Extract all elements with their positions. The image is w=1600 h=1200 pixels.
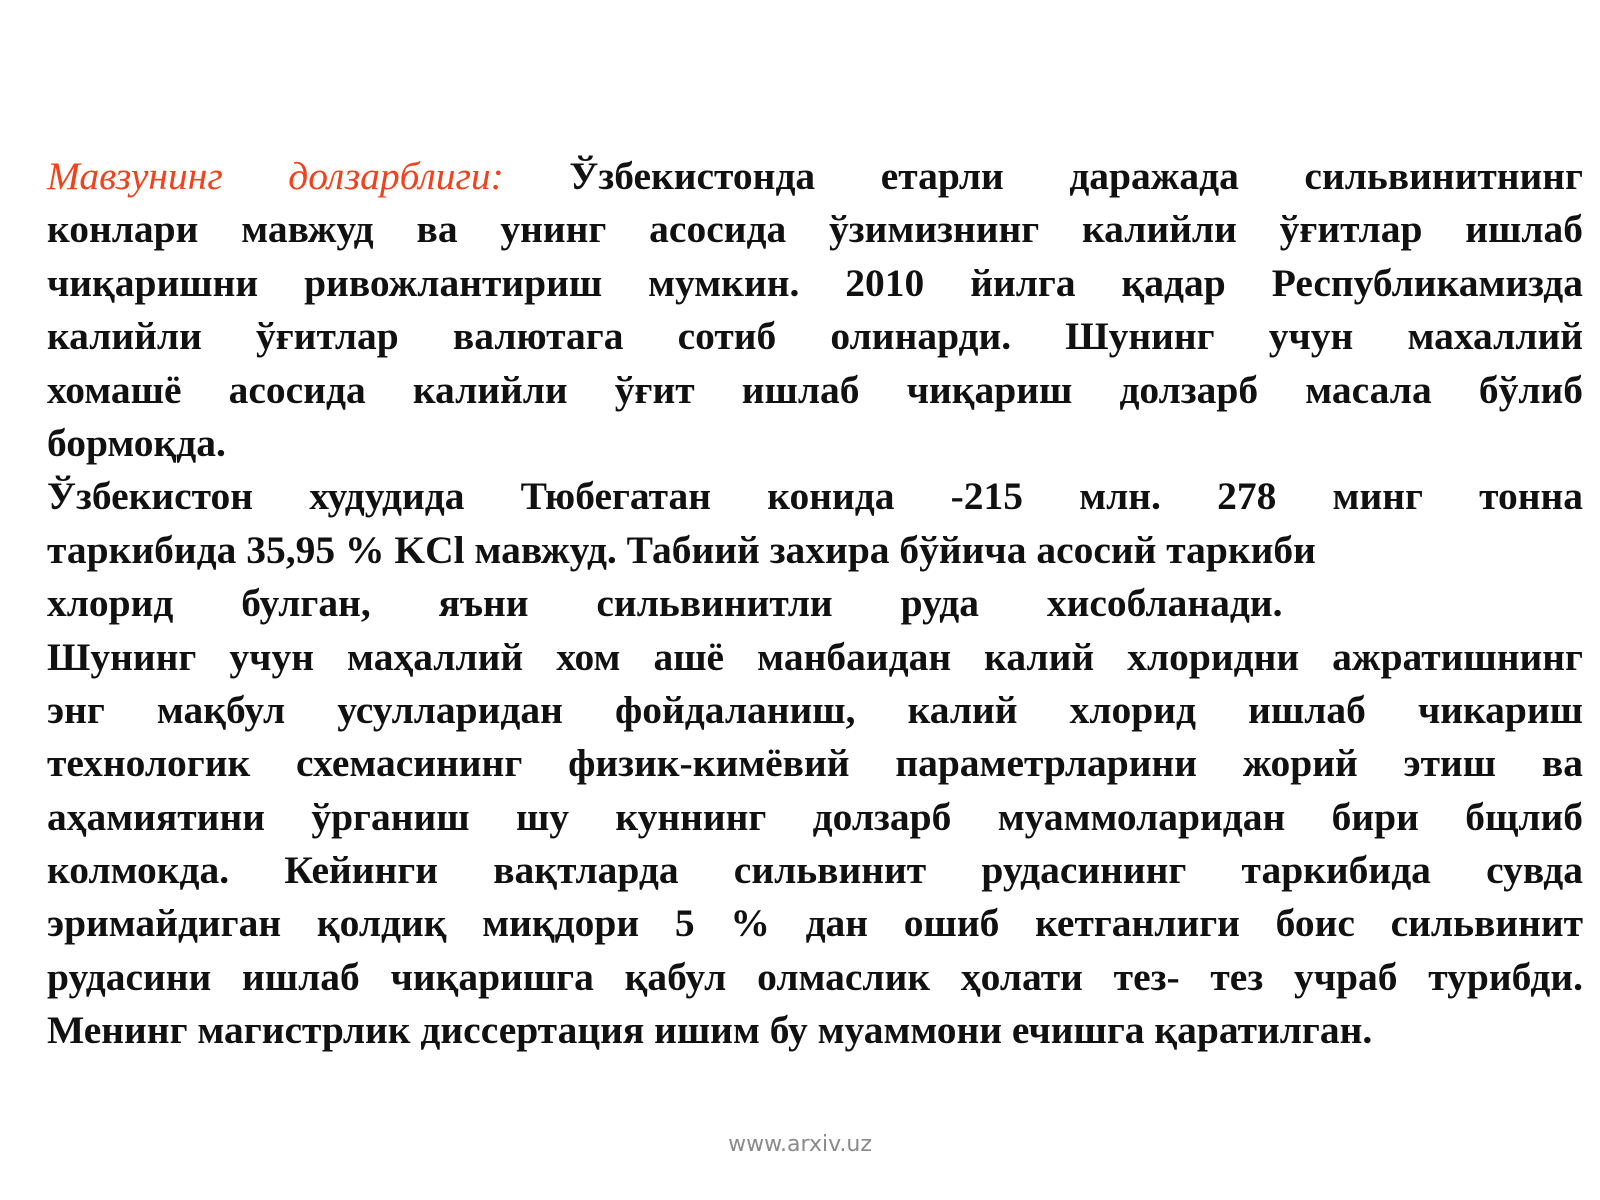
text-line-15: эримайдиган қолдиқ миқдори 5 % дан ошиб кетганлиги боис сильвинит [47, 901, 1583, 946]
text-line-3: чиқаришни ривожлантириш мумкин. 2010 йилга қадар Республикамизда [47, 260, 1583, 305]
text-line-11: энг мақбул усулларидан фойдаланиш, калий хлорид ишлаб чикариш [47, 687, 1583, 732]
text-line-2: конлари мавжуд ва унинг асосида ўзимизнинг калийли ўғитлар ишлаб [47, 207, 1583, 252]
text-line-1 [47, 150, 1583, 203]
text-line-12: технологик схемасининг физик-кимёвий параметрларини жорий этиш ва [47, 741, 1583, 786]
body-text [47, 150, 1583, 1058]
text-line-1-body: Ўзбекистонда етарли даражада сильвинитнинг [569, 154, 1583, 198]
text-line-10: Шунинг учун маҳаллий хом ашё манбаидан калий хлоридни ажратишнинг [47, 634, 1583, 679]
text-line-5: хомашё асосида калийли ўғит ишлаб чиқариш долзарб масала бўлиб [47, 367, 1583, 412]
footer-watermark: www.arxiv.uz [728, 1132, 872, 1157]
text-line-9: хлорид булган, яъни сильвинитли руда хисобланади. [47, 581, 1283, 626]
text-line-6: бормоқда. [47, 420, 226, 465]
slide-heading: Мавзунинг долзарблиги: [47, 154, 504, 198]
text-line-16: рудасини ишлаб чиқаришга қабул олмаслик ҳолати тез- тез учраб турибди. [47, 954, 1583, 999]
text-line-4: калийли ўғитлар валютага сотиб олинарди. Шунинг учун махаллий [47, 314, 1583, 359]
text-line-14: колмокда. Кейинги вақтларда сильвинит рудасининг таркибида сувда [47, 848, 1583, 893]
text-line-17: Менинг магистрлик диссертация ишим бу муаммони ечишга қаратилган. [47, 1008, 1373, 1053]
text-line-8: таркибида 35,95 % KCl мавжуд. Табиий захира бўйича асосий таркиби [47, 527, 1316, 572]
text-line-13: аҳамиятини ўрганиш шу куннинг долзарб муаммоларидан бири бщлиб [47, 794, 1583, 839]
text-line-7: Ўзбекистон худудида Тюбегатан конида -215 млн. 278 минг тонна [47, 474, 1583, 519]
